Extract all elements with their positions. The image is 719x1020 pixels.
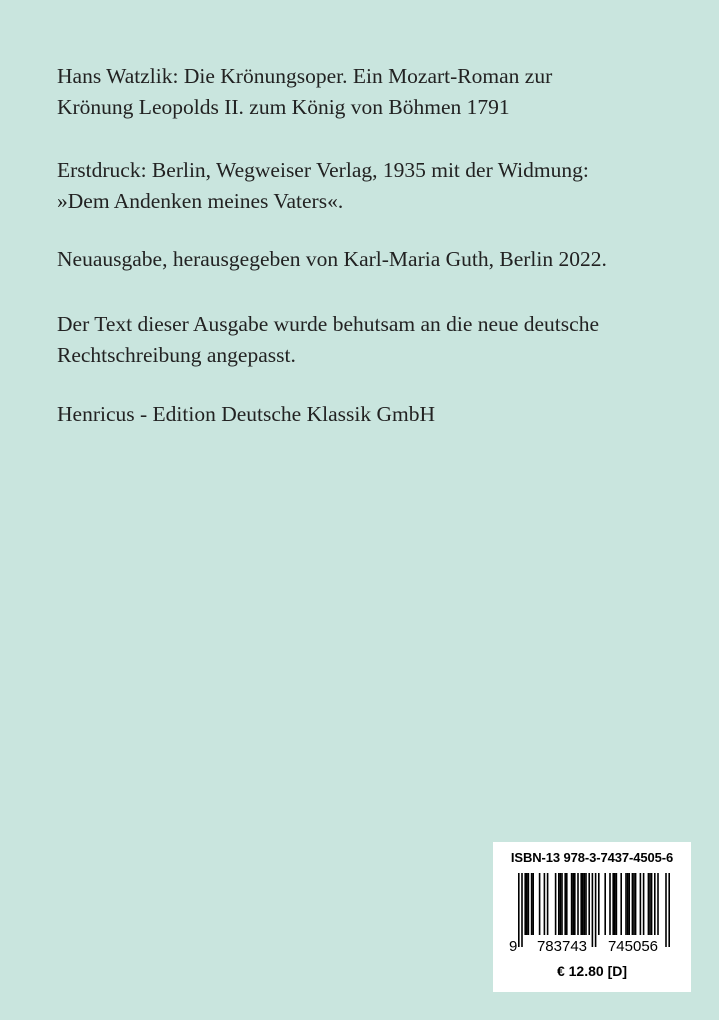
barcode-bar bbox=[584, 873, 586, 935]
barcode-bar bbox=[616, 873, 618, 935]
barcode-digits-right: 745056 bbox=[607, 938, 659, 953]
barcode-bar bbox=[640, 873, 642, 935]
barcode-bar bbox=[588, 873, 590, 935]
barcode-bar bbox=[585, 873, 587, 935]
barcode-bar bbox=[612, 873, 614, 935]
barcode-bar bbox=[518, 873, 520, 947]
barcode-bar bbox=[627, 873, 629, 935]
title-line-1: Hans Watzlik: Die Krönungsoper. Ein Mozart-Roman zur bbox=[57, 64, 553, 88]
barcode-bar bbox=[598, 873, 600, 935]
barcode-bar bbox=[595, 873, 597, 947]
barcode-bar bbox=[609, 873, 611, 935]
barcode-bar bbox=[648, 873, 650, 935]
publisher-line: Henricus - Edition Deutsche Klassik GmbH bbox=[57, 402, 435, 426]
first-edition-line-2: »Dem Andenken meines Vaters«. bbox=[57, 189, 344, 213]
price-text: € 12.80 [D] bbox=[556, 963, 628, 979]
barcode-label bbox=[493, 842, 691, 992]
barcode-bar bbox=[572, 873, 574, 935]
barcode-bar bbox=[560, 873, 562, 935]
spelling-note-line-2: Rechtschreibung angepasst. bbox=[57, 343, 296, 367]
title-line-2: Krönung Leopolds II. zum König von Böhmen 1791 bbox=[57, 95, 510, 119]
barcode-bar bbox=[564, 873, 566, 935]
barcode-bar bbox=[592, 873, 594, 947]
barcode-bar bbox=[625, 873, 627, 935]
barcode-bar bbox=[526, 873, 528, 935]
new-edition-line: Neuausgabe, herausgegeben von Karl-Maria Guth, Berlin 2022. bbox=[57, 247, 607, 271]
barcode-bar bbox=[524, 873, 526, 935]
barcode-bar bbox=[633, 873, 635, 935]
barcode-bar bbox=[657, 873, 659, 935]
barcode-bar bbox=[521, 873, 523, 947]
barcode-digit-first: 9 bbox=[509, 938, 518, 953]
barcode-bar bbox=[628, 873, 630, 935]
publisher-paragraph bbox=[57, 399, 677, 430]
barcode-bar bbox=[566, 873, 568, 935]
spelling-note-line-1: Der Text dieser Ausgabe wurde behutsam an die neue deutsche bbox=[57, 312, 599, 336]
barcode-bar bbox=[649, 873, 651, 935]
first-edition-paragraph bbox=[57, 155, 677, 217]
barcode-bar bbox=[544, 873, 546, 935]
barcode-bar bbox=[665, 873, 667, 947]
barcode-bar bbox=[614, 873, 616, 935]
barcode-digits-left: 783743 bbox=[536, 938, 588, 953]
title-paragraph bbox=[57, 61, 677, 123]
first-edition-line-1: Erstdruck: Berlin, Wegweiser Verlag, 1935 mit der Widmung: bbox=[57, 158, 589, 182]
new-edition-paragraph bbox=[57, 244, 677, 275]
isbn-text: ISBN-13 978-3-7437-4505-6 bbox=[510, 850, 674, 865]
barcode-bar bbox=[531, 873, 533, 935]
barcode-bar bbox=[528, 873, 530, 935]
spelling-note-paragraph bbox=[57, 309, 677, 371]
barcode-bar bbox=[571, 873, 573, 935]
barcode-bar bbox=[668, 873, 670, 947]
barcode-bar bbox=[539, 873, 541, 935]
ean-barcode bbox=[507, 873, 679, 953]
barcode-bar bbox=[561, 873, 563, 935]
barcode-bar bbox=[654, 873, 656, 935]
barcode-bar bbox=[547, 873, 549, 935]
barcode-bar bbox=[620, 873, 622, 935]
barcode-bar bbox=[604, 873, 606, 935]
barcode-bar bbox=[577, 873, 579, 935]
barcode-bar bbox=[580, 873, 582, 935]
barcode-bar bbox=[651, 873, 653, 935]
barcode-bar bbox=[632, 873, 634, 935]
barcode-bar bbox=[643, 873, 645, 935]
barcode-bar bbox=[582, 873, 584, 935]
barcode-bar bbox=[574, 873, 576, 935]
barcode-bar bbox=[558, 873, 560, 935]
barcode-bar bbox=[555, 873, 557, 935]
barcode-bar bbox=[635, 873, 637, 935]
barcode-bar bbox=[532, 873, 534, 935]
